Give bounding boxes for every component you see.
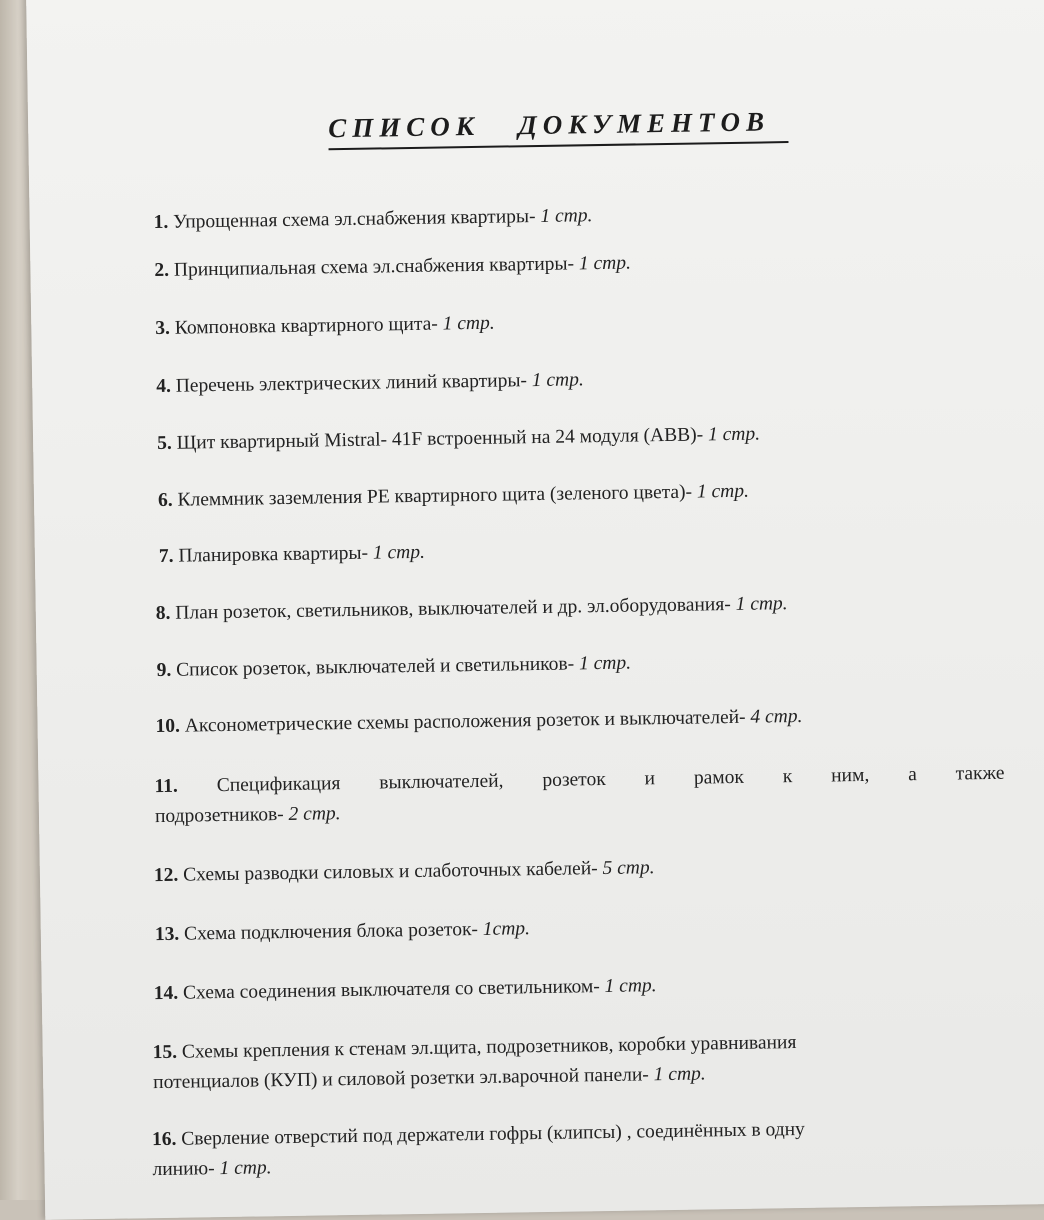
- list-item-4: [156, 365, 584, 402]
- item-number: 9.: [156, 659, 172, 682]
- item-pages: 5 стр.: [602, 857, 655, 880]
- item-text: Схема соединения выключателя со светильником-: [177, 976, 605, 1004]
- item-text-continued: линию-: [152, 1158, 220, 1181]
- item-text: Сверление отверстий под держатели гофры (клипсы) , соединённых в одну: [176, 1118, 806, 1150]
- item-pages: 1 стр.: [578, 652, 632, 675]
- item-text: Упрощенная схема эл.снабжения квартиры-: [168, 205, 541, 233]
- item-pages: 1 стр.: [219, 1157, 272, 1180]
- item-text: Щит квартирный Mistral- 41F встроенный на 24 модуля (ABB)-: [171, 424, 709, 454]
- item-number: 13.: [154, 923, 180, 946]
- list-item-10: [155, 702, 802, 742]
- list-item-7: [159, 538, 425, 572]
- list-item-9: [156, 649, 631, 686]
- document-title: СПИСОК ДОКУМЕНТОВ: [327, 106, 771, 144]
- item-text: Перечень электрических линий квартиры-: [170, 370, 532, 397]
- item-number: 2.: [154, 259, 170, 282]
- list-item-14: [154, 971, 657, 1009]
- list-item-5: [157, 420, 760, 459]
- list-item-1: [153, 201, 592, 238]
- item-number: 4.: [156, 375, 172, 398]
- item-number: 7.: [158, 545, 174, 567]
- list-item-3: [155, 309, 495, 344]
- list-item-12: [154, 853, 655, 891]
- item-pages: 1 стр.: [653, 1063, 706, 1086]
- item-text: Аксонометрические схемы расположения розеток и выключателей-: [179, 706, 751, 737]
- item-pages: 1 стр.: [735, 593, 788, 615]
- item-pages: 1 стр.: [707, 423, 761, 446]
- item-text-continued: подрозетников-: [154, 803, 289, 828]
- list-item-2: [154, 249, 631, 286]
- document-list: [26, 0, 1044, 1220]
- item-pages: 1 стр.: [372, 541, 426, 564]
- list-item-11: [154, 759, 1005, 832]
- item-pages: 1 стр.: [604, 975, 657, 998]
- item-number: 10.: [155, 715, 181, 738]
- item-text: Спецификация выключателей, розеток и рамок к ним, а также: [177, 762, 1005, 797]
- list-item-16: [152, 1111, 1033, 1185]
- item-pages: 1стр.: [482, 918, 531, 940]
- item-text: Схема подключения блока розеток-: [179, 918, 483, 945]
- item-text: Принципиальная схема эл.снабжения квартиры-: [168, 253, 580, 281]
- list-item-15: [152, 1024, 1023, 1098]
- item-text: Компоновка квартирного щита-: [169, 313, 443, 339]
- item-text: План розеток, светильников, выключателей и др. эл.оборудования-: [170, 593, 736, 624]
- item-pages: 2 стр.: [288, 803, 341, 825]
- item-pages: 4 стр.: [750, 705, 803, 728]
- item-pages: 1 стр.: [696, 480, 750, 503]
- item-number: 6.: [157, 489, 173, 511]
- item-pages: 1 стр.: [578, 252, 632, 275]
- item-number: 15.: [152, 1041, 178, 1064]
- item-number: 5.: [156, 432, 172, 454]
- list-item-13: [155, 914, 531, 950]
- list-item-6: [158, 477, 749, 516]
- item-number: 11.: [154, 775, 179, 798]
- item-number: 16.: [151, 1128, 177, 1151]
- item-pages: 1 стр.: [531, 369, 584, 392]
- item-text-continued: потенциалов (КУП) и силовой розетки эл.варочной панели-: [153, 1064, 654, 1094]
- item-number: 8.: [155, 602, 171, 625]
- item-text: Схемы разводки силовых и слаботочных кабелей-: [178, 858, 603, 886]
- item-text: Список розеток, выключателей и светильников-: [171, 653, 580, 681]
- document-page: [26, 0, 1044, 1220]
- list-item-8: [156, 589, 788, 629]
- item-pages: 1 стр.: [540, 205, 593, 227]
- item-text: Планировка квартиры-: [173, 542, 374, 567]
- item-number: 14.: [153, 982, 179, 1005]
- item-number: 1.: [153, 211, 169, 234]
- item-number: 12.: [153, 864, 179, 887]
- item-text: Схемы крепления к стенам эл.щита, подрозетников, коробки уравнивания: [176, 1032, 797, 1063]
- item-pages: 1 стр.: [442, 312, 495, 335]
- item-number: 3.: [155, 317, 171, 340]
- item-text: Клеммник заземления PE квартирного щита (зеленого цвета)-: [172, 481, 698, 511]
